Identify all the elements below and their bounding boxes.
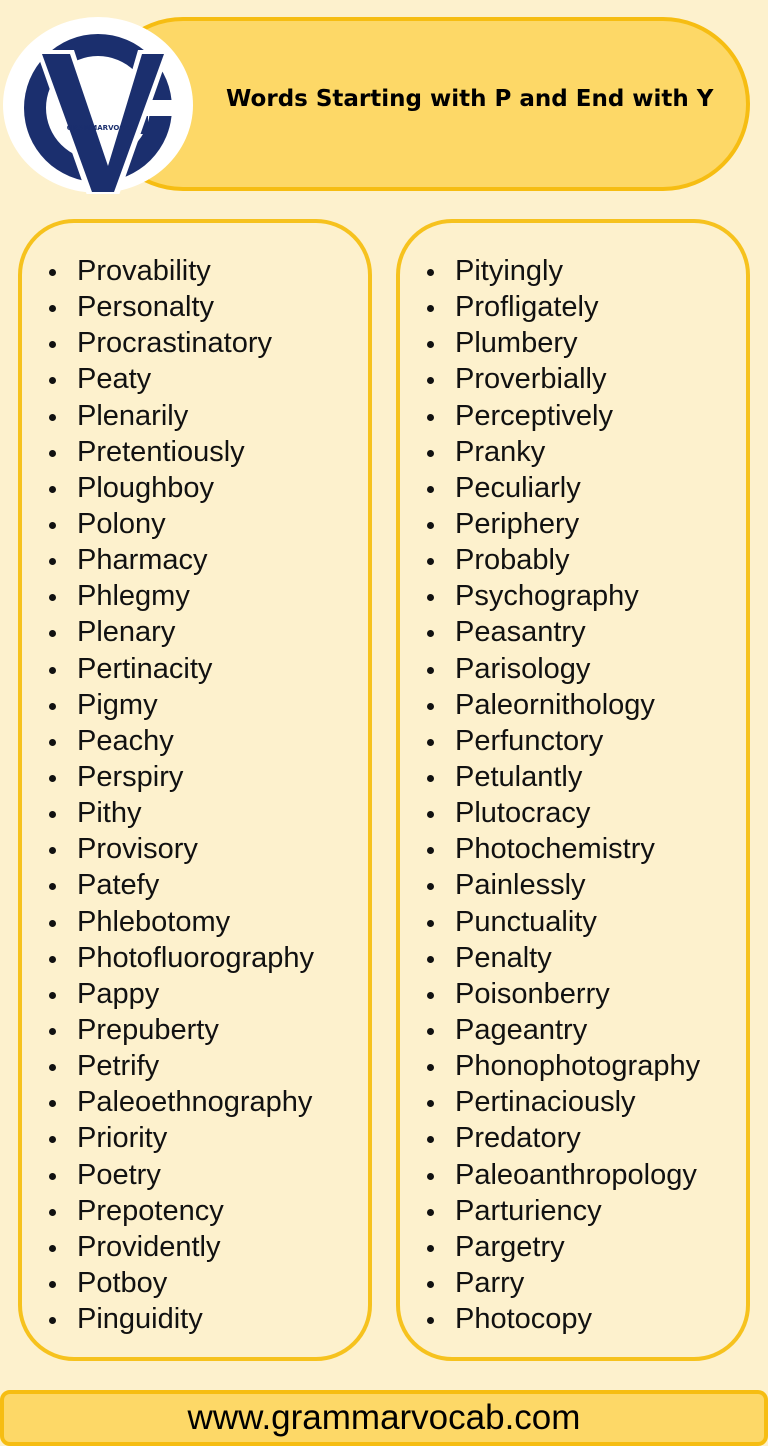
list-item: Punctuality [424,904,700,940]
list-item: Phonophotography [424,1048,700,1084]
list-item: Pharmacy [46,542,314,578]
list-item: Peachy [46,723,314,759]
list-item: Phlegmy [46,578,314,614]
list-item: Pertinaciously [424,1084,700,1120]
word-column-right [396,219,750,1361]
list-item: Ploughboy [46,470,314,506]
list-item: Pageantry [424,1012,700,1048]
list-item: Parisology [424,651,700,687]
word-list-left [46,253,314,1337]
list-item: Photofluorography [46,940,314,976]
list-item: Perfunctory [424,723,700,759]
grammarvocab-logo [2,16,194,194]
list-item: Phlebotomy [46,904,314,940]
list-item: Provisory [46,831,314,867]
list-item: Paleoethnography [46,1084,314,1120]
list-item: Penalty [424,940,700,976]
list-item: Paleornithology [424,687,700,723]
list-item: Pinguidity [46,1301,314,1337]
list-item: Peculiarly [424,470,700,506]
list-item: Peasantry [424,614,700,650]
list-item: Paleoanthropology [424,1157,700,1193]
list-item: Peaty [46,361,314,397]
list-item: Pretentiously [46,434,314,470]
list-item: Perceptively [424,398,700,434]
list-item: Psychography [424,578,700,614]
list-item: Plenarily [46,398,314,434]
list-item: Plenary [46,614,314,650]
list-item: Photochemistry [424,831,700,867]
list-item: Probably [424,542,700,578]
list-item: Petrify [46,1048,314,1084]
list-item: Prepuberty [46,1012,314,1048]
list-item: Painlessly [424,867,700,903]
list-item: Parturiency [424,1193,700,1229]
list-item: Plutocracy [424,795,700,831]
list-item: Pigmy [46,687,314,723]
list-item: Predatory [424,1120,700,1156]
word-column-left [18,219,372,1361]
list-item: Poetry [46,1157,314,1193]
list-item: Pappy [46,976,314,1012]
footer-url: www.grammarvocab.com [187,1398,581,1437]
word-list-right [424,253,700,1337]
list-item: Prepotency [46,1193,314,1229]
list-item: Photocopy [424,1301,700,1337]
list-item: Pityingly [424,253,700,289]
page-title: Words Starting with P and End with Y [226,86,714,112]
list-item: Perspiry [46,759,314,795]
list-item: Procrastinatory [46,325,314,361]
list-item: Potboy [46,1265,314,1301]
list-item: Pranky [424,434,700,470]
list-item: Provability [46,253,314,289]
list-item: Pertinacity [46,651,314,687]
list-item: Periphery [424,506,700,542]
list-item: Profligately [424,289,700,325]
list-item: Plumbery [424,325,700,361]
list-item: Parry [424,1265,700,1301]
list-item: Patefy [46,867,314,903]
logo-text: GRAMMARVOCAB [66,124,136,132]
list-item: Priority [46,1120,314,1156]
list-item: Poisonberry [424,976,700,1012]
list-item: Pargetry [424,1229,700,1265]
footer-banner [0,1390,768,1446]
list-item: Providently [46,1229,314,1265]
list-item: Petulantly [424,759,700,795]
list-item: Personalty [46,289,314,325]
list-item: Polony [46,506,314,542]
list-item: Pithy [46,795,314,831]
list-item: Proverbially [424,361,700,397]
